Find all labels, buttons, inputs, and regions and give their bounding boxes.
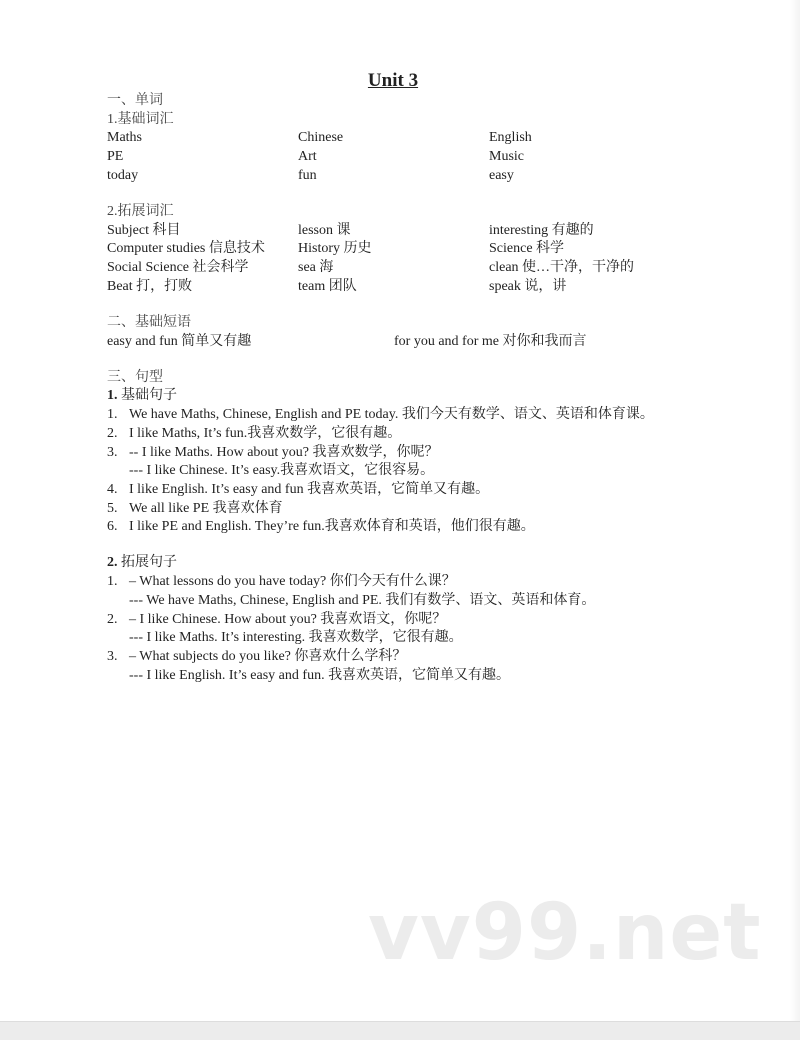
sentence-item bbox=[107, 518, 727, 537]
vocab-word: Subject 科目 bbox=[107, 222, 181, 238]
subsection-number: 1. bbox=[107, 388, 118, 404]
sentence-response: --- I like Maths. It’s interesting. 我喜欢数学，它很有趣。 bbox=[129, 630, 463, 646]
vocab-word: Maths bbox=[107, 130, 142, 146]
sentence-text: I like Maths, It’s fun.我喜欢数学，它很有趣。 bbox=[129, 425, 402, 441]
vocab-row bbox=[107, 167, 727, 186]
item-number: 4. bbox=[107, 481, 118, 497]
extended-sentences-list bbox=[107, 573, 727, 685]
sentence-text: – What lessons do you have today? 你们今天有什么课？ bbox=[129, 574, 456, 590]
vocab-word: clean 使…干净，干净的 bbox=[489, 260, 635, 275]
vocab-word: today bbox=[107, 167, 139, 183]
sentence-response: --- I like Chinese. It’s easy.我喜欢语文，它很容易。 bbox=[129, 463, 435, 479]
vocab-word: Music bbox=[489, 149, 524, 165]
vocab-word: easy bbox=[489, 167, 514, 183]
vocab-word: lesson 课 bbox=[298, 222, 351, 238]
sentence-response: --- We have Maths, Chinese, English and PE. 我们有数学、语文、英语和体育。 bbox=[129, 592, 596, 608]
sentence-response: --- I like English. It’s easy and fun. 我喜欢英语，它简单又有趣。 bbox=[129, 667, 511, 683]
item-number: 1. bbox=[107, 407, 118, 423]
subsection-heading: 2.拓展词汇 bbox=[107, 203, 174, 219]
sentence-text: We all like PE 我喜欢体育 bbox=[129, 500, 283, 516]
bottom-bar bbox=[0, 1021, 800, 1040]
extended-vocab-table bbox=[107, 222, 727, 297]
vocab-word: Beat 打，打败 bbox=[107, 278, 193, 294]
vocab-word: Computer studies 信息技术 bbox=[107, 241, 265, 257]
vocab-word: Science 科学 bbox=[489, 241, 565, 257]
vocab-row bbox=[107, 129, 727, 148]
vocab-word: History 历史 bbox=[298, 241, 372, 257]
sentence-text: – What subjects do you like? 你喜欢什么学科？ bbox=[129, 648, 407, 664]
item-number: 5. bbox=[107, 500, 118, 516]
item-number: 2. bbox=[107, 611, 118, 627]
sentence-item bbox=[107, 425, 727, 444]
vocab-word: sea 海 bbox=[298, 260, 334, 275]
vocab-word: interesting 有趣的 bbox=[489, 222, 594, 238]
vocab-word: English bbox=[489, 130, 532, 146]
sentence-item bbox=[107, 611, 727, 630]
sentence-item bbox=[107, 648, 727, 667]
phrase: easy and fun 简单又有趣 bbox=[107, 333, 252, 349]
page-edge-shadow bbox=[790, 0, 800, 1021]
item-number: 3. bbox=[107, 648, 118, 664]
vocab-row bbox=[107, 278, 727, 297]
section-heading: 二、基础短语 bbox=[107, 314, 191, 330]
sentence-text: I like English. It’s easy and fun 我喜欢英语，它简单又有趣。 bbox=[129, 481, 490, 497]
sentence-item bbox=[107, 444, 727, 463]
sentence-text: I like PE and English. They’re fun.我喜欢体育和英语，他们很有趣。 bbox=[129, 519, 535, 535]
vocab-row bbox=[107, 148, 727, 167]
sentence-text: -- I like Maths. How about you? 我喜欢数学，你呢？ bbox=[129, 444, 439, 460]
sentence-item bbox=[107, 406, 727, 425]
subsection-heading bbox=[107, 554, 727, 573]
phrase: for you and for me 对你和我而言 bbox=[394, 333, 587, 349]
vocab-word: team 团队 bbox=[298, 278, 357, 294]
vocab-row bbox=[107, 259, 727, 278]
basic-sentences-list bbox=[107, 406, 727, 537]
section-heading: 一、单词 bbox=[107, 93, 163, 108]
subsection-heading bbox=[107, 387, 727, 406]
section-heading: 三、句型 bbox=[107, 369, 163, 385]
item-number: 3. bbox=[107, 444, 118, 460]
subsection-title: 拓展句子 bbox=[121, 555, 177, 571]
vocab-word: PE bbox=[107, 149, 124, 165]
subsection-title: 基础句子 bbox=[121, 388, 177, 404]
vocab-word: fun bbox=[298, 167, 317, 183]
subsection-heading: 1.基础词汇 bbox=[107, 111, 174, 127]
vocab-word: Art bbox=[298, 149, 317, 165]
sentence-item bbox=[107, 481, 727, 500]
sentence-item bbox=[107, 500, 727, 519]
document-body bbox=[107, 92, 727, 685]
subsection-number: 2. bbox=[107, 555, 118, 571]
vocab-row bbox=[107, 240, 727, 259]
sentence-text: We have Maths, Chinese, English and PE today. 我们今天有数学、语文、英语和体育课。 bbox=[129, 407, 654, 423]
watermark: vv99.net bbox=[368, 888, 762, 978]
vocab-word: speak 说，讲 bbox=[489, 278, 567, 294]
item-number: 1. bbox=[107, 574, 118, 590]
phrase-row bbox=[107, 333, 727, 352]
basic-vocab-table bbox=[107, 129, 727, 185]
item-number: 6. bbox=[107, 519, 118, 535]
page-title: Unit 3 bbox=[367, 70, 419, 91]
vocab-word: Social Science 社会科学 bbox=[107, 260, 249, 275]
sentence-text: – I like Chinese. How about you? 我喜欢语文，你呢？ bbox=[129, 611, 447, 627]
item-number: 2. bbox=[107, 425, 118, 441]
sentence-item bbox=[107, 573, 727, 592]
vocab-row bbox=[107, 222, 727, 241]
vocab-word: Chinese bbox=[298, 130, 344, 146]
